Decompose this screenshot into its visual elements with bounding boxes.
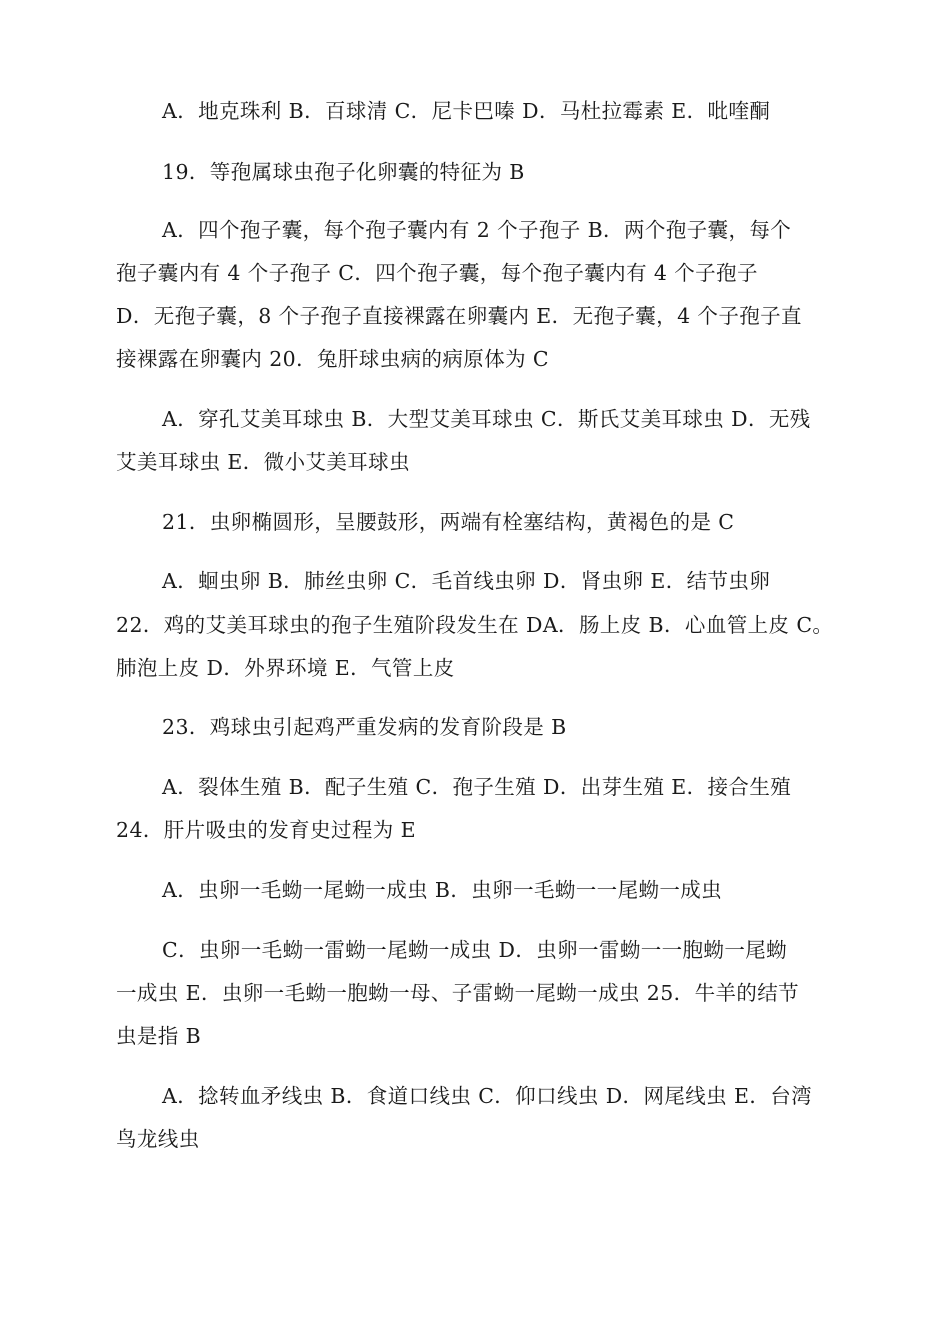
q24-options-line-2: C．虫卵一毛蚴一雷蚴一尾蚴一成虫 D．虫卵一雷蚴一一胞蚴一尾蚴 <box>162 938 788 962</box>
q25-options-line-1: A．捻转血矛线虫 B．食道口线虫 C．仰口线虫 D．网尾线虫 E．台湾 <box>162 1084 813 1108</box>
q21-options-line: A．蛔虫卵 B．肺丝虫卵 C．毛首线虫卵 D．肾虫卵 E．结节虫卵 <box>162 569 771 593</box>
q19-options-line-1: A．四个孢子囊，每个孢子囊内有 2 个子孢子 B．两个孢子囊，每个 <box>162 218 792 242</box>
q19-question: 19．等孢属球虫孢子化卵囊的特征为 B <box>162 160 525 184</box>
q25-question-line-2: 虫是指 B <box>116 1024 202 1048</box>
q24-options-line-1: A．虫卵一毛蚴一尾蚴一成虫 B．虫卵一毛蚴一一尾蚴一成虫 <box>162 878 723 902</box>
q23-question: 23．鸡球虫引起鸡严重发病的发育阶段是 B <box>162 715 567 739</box>
q23-options-line: A．裂体生殖 B．配子生殖 C．孢子生殖 D．出芽生殖 E．接合生殖 <box>162 775 792 799</box>
q22-question-line-1: 22．鸡的艾美耳球虫的孢子生殖阶段发生在 DA．肠上皮 B．心血管上皮 C。 <box>116 613 834 637</box>
q19-options-line-4: 接裸露在卵囊内 20．兔肝球虫病的病原体为 C <box>116 347 550 371</box>
q20-options-line-2: 艾美耳球虫 E．微小艾美耳球虫 <box>116 450 410 474</box>
q19-options-line-3: D．无孢子囊，8 个子孢子直接裸露在卵囊内 E．无孢子囊，4 个子孢子直 <box>116 304 802 328</box>
q25-options-line-2: 鸟龙线虫 <box>116 1127 200 1151</box>
q20-options-line-1: A．穿孔艾美耳球虫 B．大型艾美耳球虫 C．斯氏艾美耳球虫 D．无残 <box>162 407 811 431</box>
q18-options-line: A．地克珠利 B．百球清 C．尼卡巴嗪 D．马杜拉霉素 E．吡喹酮 <box>162 99 771 123</box>
q19-options-line-2: 孢子囊内有 4 个子孢子 C．四个孢子囊，每个孢子囊内有 4 个子孢子 <box>116 261 758 285</box>
q24-question: 24．肝片吸虫的发育史过程为 E <box>116 818 416 842</box>
q24-options-line-3: 一成虫 E．虫卵一毛蚴一胞蚴一母、子雷蚴一尾蚴一成虫 25．牛羊的结节 <box>116 981 800 1005</box>
q21-question: 21．虫卵椭圆形，呈腰鼓形，两端有栓塞结构，黄褐色的是 C <box>162 510 735 534</box>
q22-question-line-2: 肺泡上皮 D．外界环境 E．气管上皮 <box>116 656 455 680</box>
